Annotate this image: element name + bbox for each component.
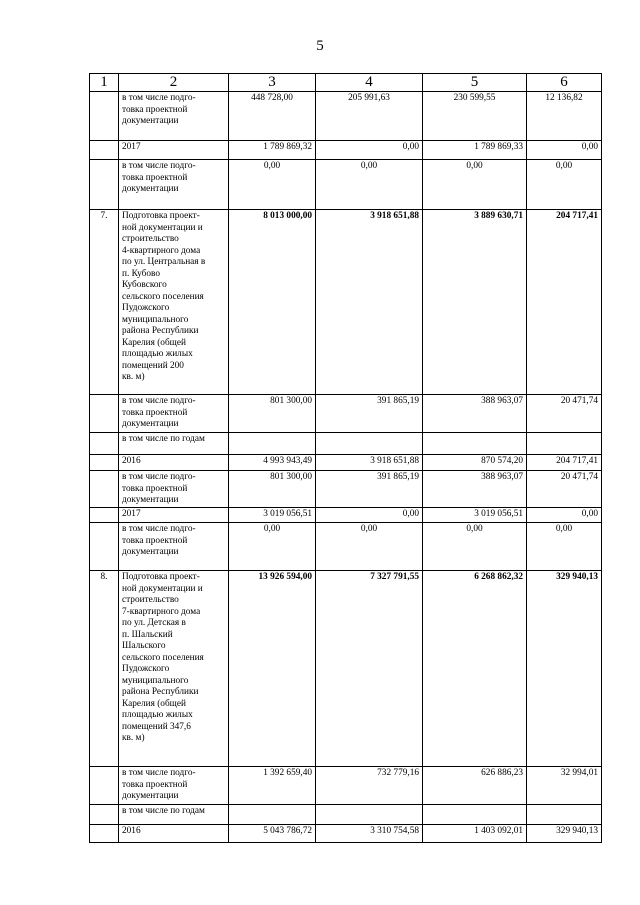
value-federal: 0,00	[316, 523, 423, 571]
table-row	[90, 141, 602, 160]
value-federal: 7 327 791,55	[316, 571, 423, 767]
row-number	[90, 92, 119, 141]
value-federal: 391 865,19	[316, 471, 423, 508]
table-row	[90, 471, 602, 508]
value-federal: 3 918 651,88	[316, 210, 423, 395]
row-number	[90, 471, 119, 508]
row-number	[90, 160, 119, 210]
table-row	[90, 433, 602, 455]
row-number	[90, 508, 119, 523]
value-local: 12 136,82	[527, 92, 602, 141]
value-local: 204 717,41	[527, 455, 602, 471]
budget-table	[89, 73, 602, 843]
header-cell: 2	[119, 74, 229, 92]
value-total: 801 300,00	[229, 471, 316, 508]
value-total: 13 926 594,00	[229, 571, 316, 767]
value-federal: 0,00	[316, 141, 423, 160]
row-label: 2017	[119, 141, 229, 160]
row-number: 8.	[90, 571, 119, 767]
row-number	[90, 433, 119, 455]
value-local	[527, 433, 602, 455]
value-federal: 0,00	[316, 160, 423, 210]
value-total: 1 392 659,40	[229, 767, 316, 805]
value-regional: 3 019 056,51	[423, 508, 527, 523]
table-row	[90, 210, 602, 395]
header-cell: 6	[527, 74, 602, 92]
header-cell: 4	[316, 74, 423, 92]
value-regional: 1 789 869,33	[423, 141, 527, 160]
value-regional: 3 889 630,71	[423, 210, 527, 395]
page-number: 5	[316, 38, 324, 54]
value-local: 0,00	[527, 141, 602, 160]
value-federal: 0,00	[316, 508, 423, 523]
row-label: в том числе подго- товка проектной документации	[119, 395, 229, 433]
row-number	[90, 523, 119, 571]
header-cell: 1	[90, 74, 119, 92]
value-regional	[423, 805, 527, 825]
row-number	[90, 455, 119, 471]
table-row	[90, 767, 602, 805]
value-regional: 6 268 862,32	[423, 571, 527, 767]
table-row	[90, 92, 602, 141]
header-cell: 3	[229, 74, 316, 92]
value-total: 3 019 056,51	[229, 508, 316, 523]
table-row	[90, 523, 602, 571]
value-federal: 732 779,16	[316, 767, 423, 805]
value-total: 0,00	[229, 523, 316, 571]
value-total	[229, 433, 316, 455]
value-total: 448 728,00	[229, 92, 316, 141]
row-label: в том числе по годам	[119, 433, 229, 455]
value-local: 0,00	[527, 523, 602, 571]
value-regional: 388 963,07	[423, 395, 527, 433]
value-local: 32 994,01	[527, 767, 602, 805]
value-local: 204 717,41	[527, 210, 602, 395]
value-regional: 0,00	[423, 523, 527, 571]
header-row	[90, 74, 602, 92]
value-regional: 230 599,55	[423, 92, 527, 141]
table-row	[90, 805, 602, 825]
value-total: 801 300,00	[229, 395, 316, 433]
value-local: 20 471,74	[527, 471, 602, 508]
row-label: в том числе подго- товка проектной документации	[119, 767, 229, 805]
row-number: 7.	[90, 210, 119, 395]
table-row	[90, 825, 602, 843]
table-row	[90, 160, 602, 210]
value-total: 0,00	[229, 160, 316, 210]
row-number	[90, 805, 119, 825]
value-regional: 0,00	[423, 160, 527, 210]
value-local: 20 471,74	[527, 395, 602, 433]
value-federal	[316, 805, 423, 825]
table-row	[90, 508, 602, 523]
row-label: в том числе подго- товка проектной документации	[119, 160, 229, 210]
row-number	[90, 141, 119, 160]
row-number	[90, 825, 119, 843]
row-label: в том числе подго- товка проектной документации	[119, 523, 229, 571]
row-label: 2017	[119, 508, 229, 523]
value-total: 5 043 786,72	[229, 825, 316, 843]
row-label: в том числе подго- товка проектной документации	[119, 92, 229, 141]
value-local: 329 940,13	[527, 825, 602, 843]
value-regional: 870 574,20	[423, 455, 527, 471]
table-row	[90, 395, 602, 433]
value-regional: 626 886,23	[423, 767, 527, 805]
value-total: 8 013 000,00	[229, 210, 316, 395]
row-number	[90, 767, 119, 805]
value-total: 4 993 943,49	[229, 455, 316, 471]
value-federal: 391 865,19	[316, 395, 423, 433]
row-label: в том числе подго- товка проектной документации	[119, 471, 229, 508]
value-local	[527, 805, 602, 825]
value-federal: 205 991,63	[316, 92, 423, 141]
value-federal: 3 310 754,58	[316, 825, 423, 843]
header-cell: 5	[423, 74, 527, 92]
value-total: 1 789 869,32	[229, 141, 316, 160]
row-label: 2016	[119, 455, 229, 471]
value-regional: 1 403 092,01	[423, 825, 527, 843]
table-row	[90, 455, 602, 471]
row-label: Подготовка проект- ной документации и строительство 7-квартирного дома по ул. Детская в п. Шальский Шальского сельского поселения Пудожского муниципального района Республики Карелия (общей площадью жилых помещений 347,6 кв. м)	[119, 571, 229, 767]
row-label: 2016	[119, 825, 229, 843]
value-local: 0,00	[527, 508, 602, 523]
row-label: Подготовка проект- ной документации и строительство 4-квартирного дома по ул. Центральная в п. Кубово Кубовского сельского поселения Пудожского муниципального района Республики Карелия (общей площадью жилых помещений 200 кв. м)	[119, 210, 229, 395]
value-total	[229, 805, 316, 825]
value-regional: 388 963,07	[423, 471, 527, 508]
row-number	[90, 395, 119, 433]
value-regional	[423, 433, 527, 455]
value-local: 329 940,13	[527, 571, 602, 767]
value-federal: 3 918 651,88	[316, 455, 423, 471]
value-federal	[316, 433, 423, 455]
value-local: 0,00	[527, 160, 602, 210]
row-label: в том числе по годам	[119, 805, 229, 825]
table-row	[90, 571, 602, 767]
